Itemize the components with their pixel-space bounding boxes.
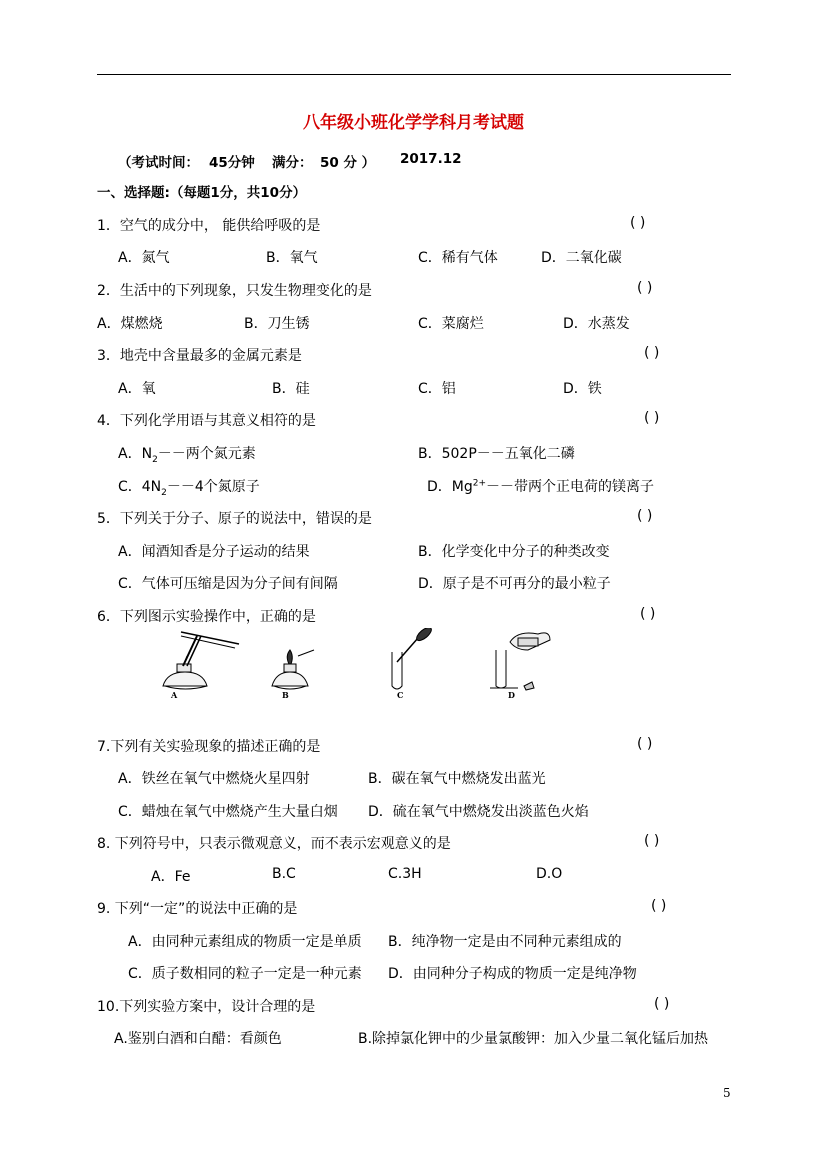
- q7-option-c: C．蜡烛在氧气中燃烧产生大量白烟: [118, 804, 338, 820]
- question-10: 10.下列实验方案中，设计合理的是: [97, 999, 316, 1015]
- q3-option-a: A．氧: [118, 381, 156, 397]
- q8-option-b: B.C: [272, 866, 296, 882]
- q7-option-d: D．硫在氧气中燃烧发出淡蓝色火焰: [368, 804, 589, 820]
- question-9: 9. 下列“一定”的说法中正确的是: [97, 901, 298, 917]
- q2-option-a: A．煤燃烧: [97, 316, 163, 332]
- question-3: 3．地壳中含量最多的金属元素是: [97, 348, 302, 364]
- page-title: 八年级小班化学学科月考试题: [303, 113, 524, 133]
- q9-option-a: A．由同种元素组成的物质一定是单质: [128, 934, 362, 950]
- q10-option-b: B.除掉氯化钾中的少量氯酸钾：加入少量二氧化锰后加热: [358, 1031, 709, 1047]
- question-4: 4．下列化学用语与其意义相符的是: [97, 413, 316, 429]
- question-2: 2．生活中的下列现象，只发生物理变化的是: [97, 283, 372, 299]
- q4-d-meaning: －－带两个正电荷的镁离子: [486, 479, 655, 495]
- q4-option-c: [118, 476, 260, 498]
- header-rule: [97, 74, 731, 75]
- q4-option-b: B．502P－－五氧化二磷: [418, 446, 575, 462]
- q7-option-b: B．碳在氧气中燃烧发出蓝光: [368, 771, 546, 787]
- answer-blank-2[interactable]: ( ): [637, 280, 653, 296]
- q4-a-meaning: －－两个氮元素: [157, 446, 256, 462]
- answer-blank-8[interactable]: ( ): [644, 833, 660, 849]
- exam-time-label: （考试时间：: [118, 155, 199, 171]
- figure-d-label: D: [508, 690, 515, 700]
- q1-option-b: B．氧气: [266, 250, 318, 266]
- q1-option-a: A．氮气: [118, 250, 170, 266]
- question-5: 5．下列关于分子、原子的说法中，错误的是: [97, 511, 372, 527]
- q1-option-d: D．二氧化碳: [541, 250, 622, 266]
- q7-option-a: A．铁丝在氧气中燃烧火星四射: [118, 771, 310, 787]
- q5-option-c: C．气体可压缩是因为分子间有间隔: [118, 576, 338, 592]
- q9-option-d: D．由同种分子构成的物质一定是纯净物: [388, 966, 637, 982]
- full-score-value: 50 分 ）: [320, 155, 376, 171]
- answer-blank-9[interactable]: ( ): [651, 898, 667, 914]
- q5-option-d: D．原子是不可再分的最小粒子: [418, 576, 611, 592]
- q9-option-c: C．质子数相同的粒子一定是一种元素: [128, 966, 362, 982]
- q2-option-d: D．水蒸发: [563, 316, 630, 332]
- answer-blank-3[interactable]: ( ): [644, 345, 660, 361]
- answer-blank-10[interactable]: ( ): [654, 996, 670, 1012]
- q4-option-d: [427, 476, 654, 496]
- page-number: 5: [723, 1086, 731, 1100]
- q5-option-b: B．化学变化中分子的种类改变: [418, 544, 610, 560]
- answer-blank-6[interactable]: ( ): [640, 606, 656, 622]
- exam-time-value: 45分钟: [209, 155, 255, 171]
- q8-option-d: D.O: [536, 866, 563, 882]
- q4-c-meaning: －－4个氮原子: [166, 479, 260, 495]
- full-score-label: 满分：: [272, 155, 313, 171]
- question-6: 6．下列图示实验操作中，正确的是: [97, 609, 316, 625]
- q4-d-symbol: D．Mg: [427, 479, 473, 495]
- q4-option-a: [118, 443, 256, 465]
- answer-blank-4[interactable]: ( ): [644, 410, 660, 426]
- q3-option-c: C．铝: [418, 381, 456, 397]
- figure-a-lamp-lighting: [155, 628, 245, 700]
- q2-option-b: B．刀生锈: [244, 316, 310, 332]
- q4-a-symbol: A．N: [118, 446, 153, 462]
- q4-c-symbol: C．4N: [118, 479, 162, 495]
- q2-option-c: C．菜腐烂: [418, 316, 484, 332]
- answer-blank-5[interactable]: ( ): [637, 508, 653, 524]
- figure-b-lamp-extinguish: [268, 628, 328, 700]
- figure-a-label: A: [171, 690, 178, 700]
- q3-option-d: D．铁: [563, 381, 602, 397]
- exam-date: 2017.12: [400, 151, 462, 167]
- figure-c-dropper: [384, 628, 444, 700]
- answer-blank-1[interactable]: ( ): [630, 215, 646, 231]
- q4-c-subscript: 2: [161, 487, 167, 498]
- q4-d-superscript: 2+: [472, 478, 487, 489]
- question-1: 1．空气的成分中， 能供给呼吸的是: [97, 218, 321, 234]
- q8-option-a: A．Fe: [151, 869, 191, 885]
- q1-option-c: C．稀有气体: [418, 250, 498, 266]
- figure-b-label: B: [282, 690, 289, 700]
- q3-option-b: B．硅: [272, 381, 310, 397]
- question-8: 8. 下列符号中，只表示微观意义，而不表示宏观意义的是: [97, 836, 451, 852]
- q4-a-subscript: 2: [152, 454, 158, 465]
- answer-blank-7[interactable]: ( ): [637, 736, 653, 752]
- figure-d-adding-solid: [488, 628, 568, 700]
- question-7: 7.下列有关实验现象的描述正确的是: [97, 739, 321, 755]
- figure-c-label: C: [397, 690, 404, 700]
- q8-option-c: C.3H: [388, 866, 422, 882]
- section-heading: 一、选择题:（每题1分，共10分）: [97, 185, 307, 201]
- q5-option-a: A．闻酒知香是分子运动的结果: [118, 544, 310, 560]
- q9-option-b: B．纯净物一定是由不同种元素组成的: [388, 934, 622, 950]
- q10-option-a: A.鉴别白酒和白醋：看颜色: [114, 1031, 282, 1047]
